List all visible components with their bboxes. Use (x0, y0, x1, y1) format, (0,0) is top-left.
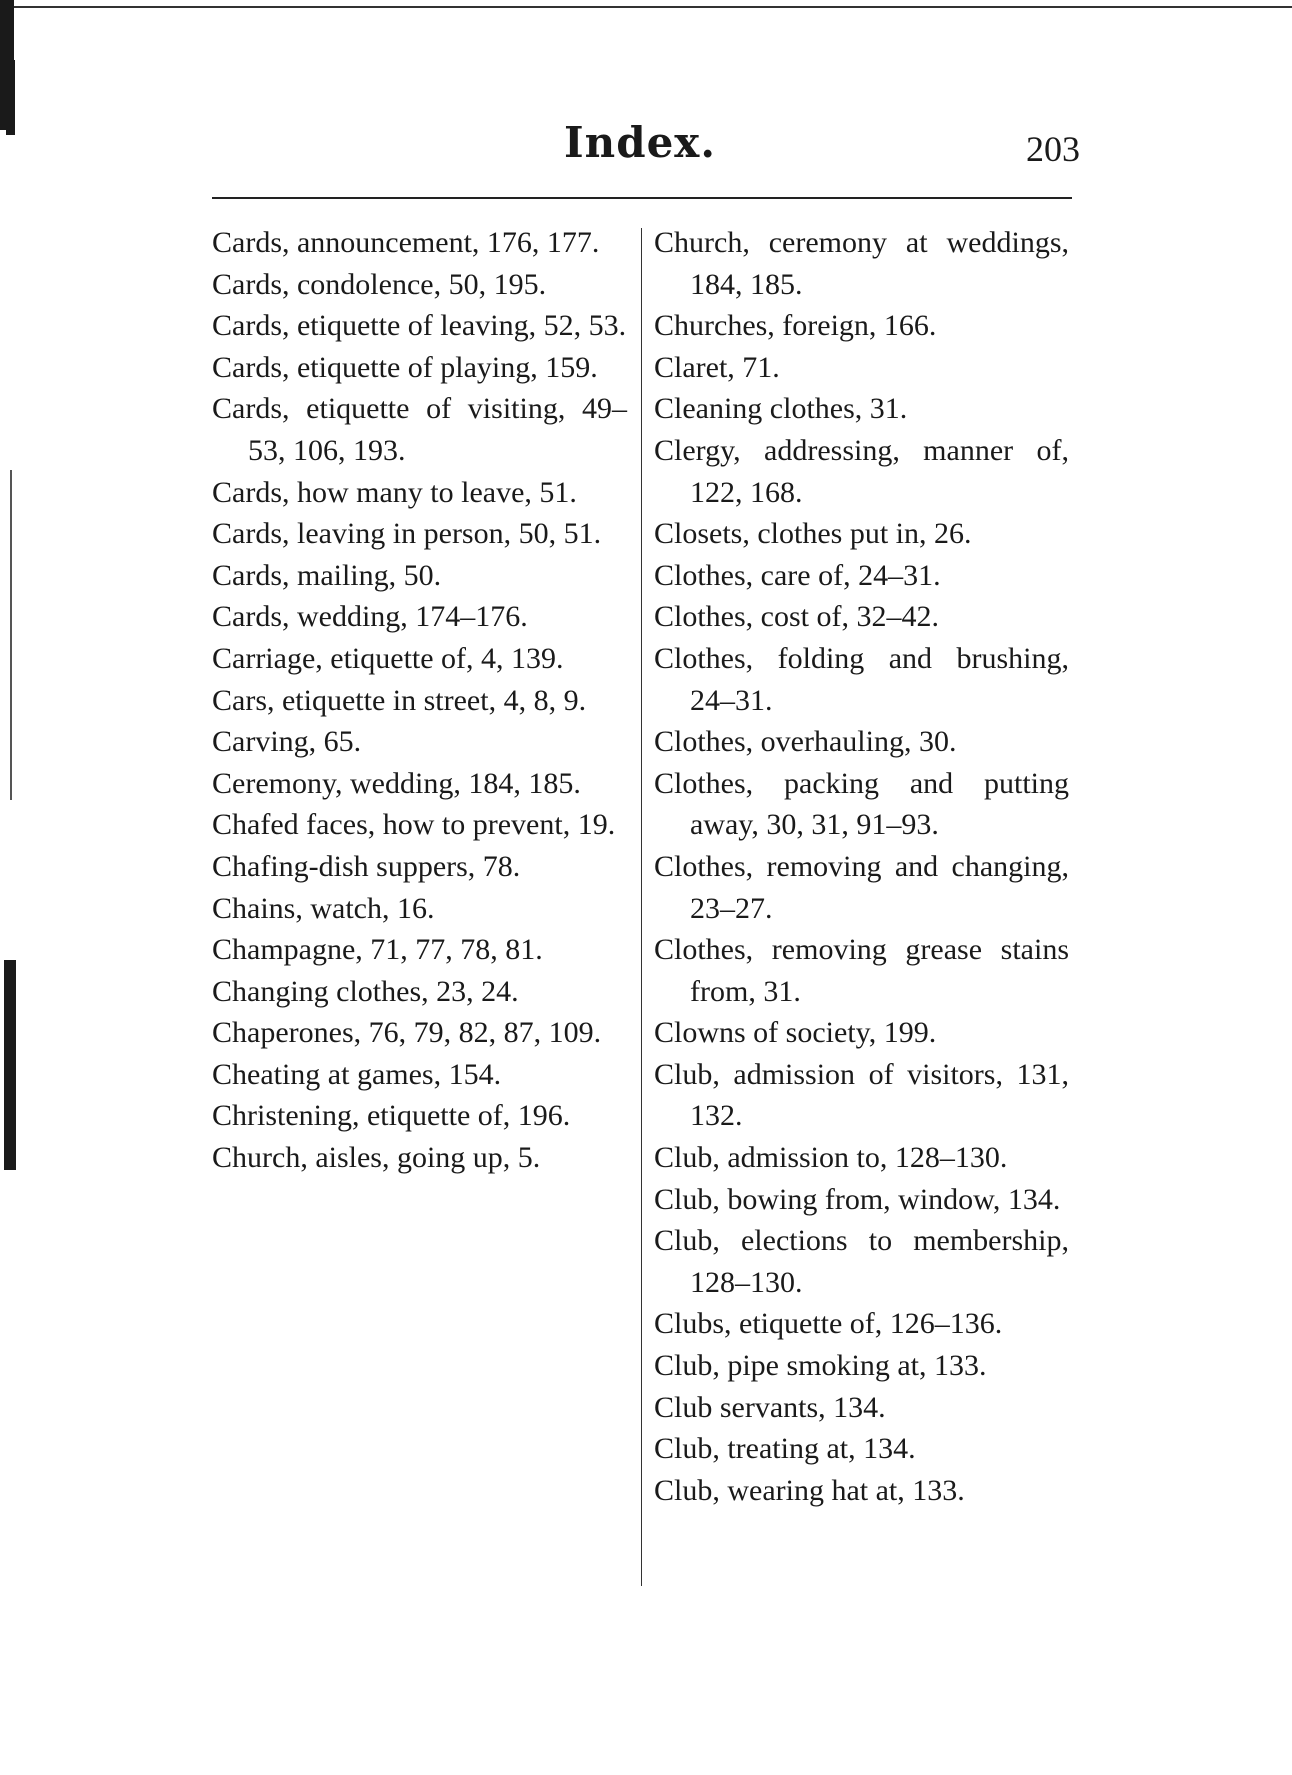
index-entry: Club, pipe smoking at, 133. (654, 1349, 987, 1383)
index-entry: Church, aisles, going up, 5. (212, 1141, 541, 1175)
index-entry: Club, wearing hat at, 133. (654, 1473, 965, 1507)
index-entry: Clowns of society, 199. (654, 1016, 937, 1050)
index-entry: Church, ceremony at weddings, 184, 185. (654, 226, 1069, 301)
index-entry: Carriage, etiquette of, 4, 139. (212, 641, 564, 675)
index-entry: Changing clothes, 23, 24. (212, 974, 519, 1008)
index-entry: Club, bowing from, window, 134. (654, 1182, 1061, 1216)
header-rule (212, 197, 1072, 199)
index-entry: Clothes, care of, 24–31. (654, 558, 941, 592)
index-entry: Cards, wedding, 174–176. (212, 600, 528, 634)
index-entry: Ceremony, wedding, 184, 185. (212, 766, 581, 800)
index-entry: Christening, etiquette of, 196. (212, 1099, 571, 1133)
index-column-left (212, 222, 627, 1179)
index-entry: Club, admission of visitors, 131, 132. (654, 1057, 1069, 1133)
scan-binding-shadow (10, 470, 12, 800)
scan-top-edge (0, 6, 1292, 8)
index-entry: Cards, announcement, 176, 177. (212, 226, 600, 259)
index-entry: Cards, how many to leave, 51. (212, 475, 577, 509)
index-column-right (654, 222, 1069, 1511)
index-entry: Clothes, packing and putting away, 30, 31, 91–93. (654, 766, 1069, 842)
scan-binding-shadow (4, 960, 16, 1170)
index-entry: Claret, 71. (654, 350, 780, 384)
index-entry: Chafing-dish suppers, 78. (212, 849, 521, 883)
index-entry: Club, treating at, 134. (654, 1432, 916, 1466)
index-entry: Cheating at games, 154. (212, 1057, 502, 1091)
index-entry: Chafed faces, how to prevent, 19. (212, 808, 616, 842)
index-entry: Champagne, 71, 77, 78, 81. (212, 933, 543, 967)
column-divider (641, 228, 642, 1586)
index-entry: Club servants, 134. (654, 1390, 886, 1424)
index-entry: Club, elections to membership, 128–130. (654, 1224, 1069, 1299)
index-entry: Cards, leaving in person, 50, 51. (212, 517, 602, 551)
index-entry: Cleaning clothes, 31. (654, 392, 908, 426)
index-entry: Club, admission to, 128–130. (654, 1141, 1008, 1175)
index-entry: Cards, etiquette of playing, 159. (212, 350, 598, 384)
index-entry: Chains, watch, 16. (212, 891, 435, 925)
index-entry: Cards, etiquette of leaving, 52, 53. (212, 309, 627, 343)
index-entry: Cars, etiquette in street, 4, 8, 9. (212, 683, 587, 717)
index-entry: Cards, condolence, 50, 195. (212, 267, 547, 301)
index-entry: Clothes, overhauling, 30. (654, 725, 957, 759)
page-number: 203 (1026, 129, 1080, 169)
index-entry: Closets, clothes put in, 26. (654, 517, 972, 551)
running-header-title: Index. (564, 118, 716, 167)
index-entry: Clothes, cost of, 32–42. (654, 600, 939, 634)
index-entry: Clothes, removing and changing, 23–27. (654, 849, 1069, 925)
index-entry: Clothes, folding and brushing, 24–31. (654, 641, 1069, 717)
index-entry: Clothes, removing grease stains from, 31. (654, 933, 1069, 1008)
index-entry: Churches, foreign, 166. (654, 309, 937, 343)
index-entry: Cards, etiquette of visiting, 49–53, 106, 193. (212, 392, 627, 467)
index-entry: Clergy, addressing, manner of, 122, 168. (654, 433, 1069, 509)
scan-binding-shadow (6, 60, 15, 135)
index-entry: Clubs, etiquette of, 126–136. (654, 1307, 1003, 1341)
index-entry: Cards, mailing, 50. (212, 558, 442, 592)
index-entry: Carving, 65. (212, 725, 362, 759)
index-entry: Chaperones, 76, 79, 82, 87, 109. (212, 1016, 602, 1050)
